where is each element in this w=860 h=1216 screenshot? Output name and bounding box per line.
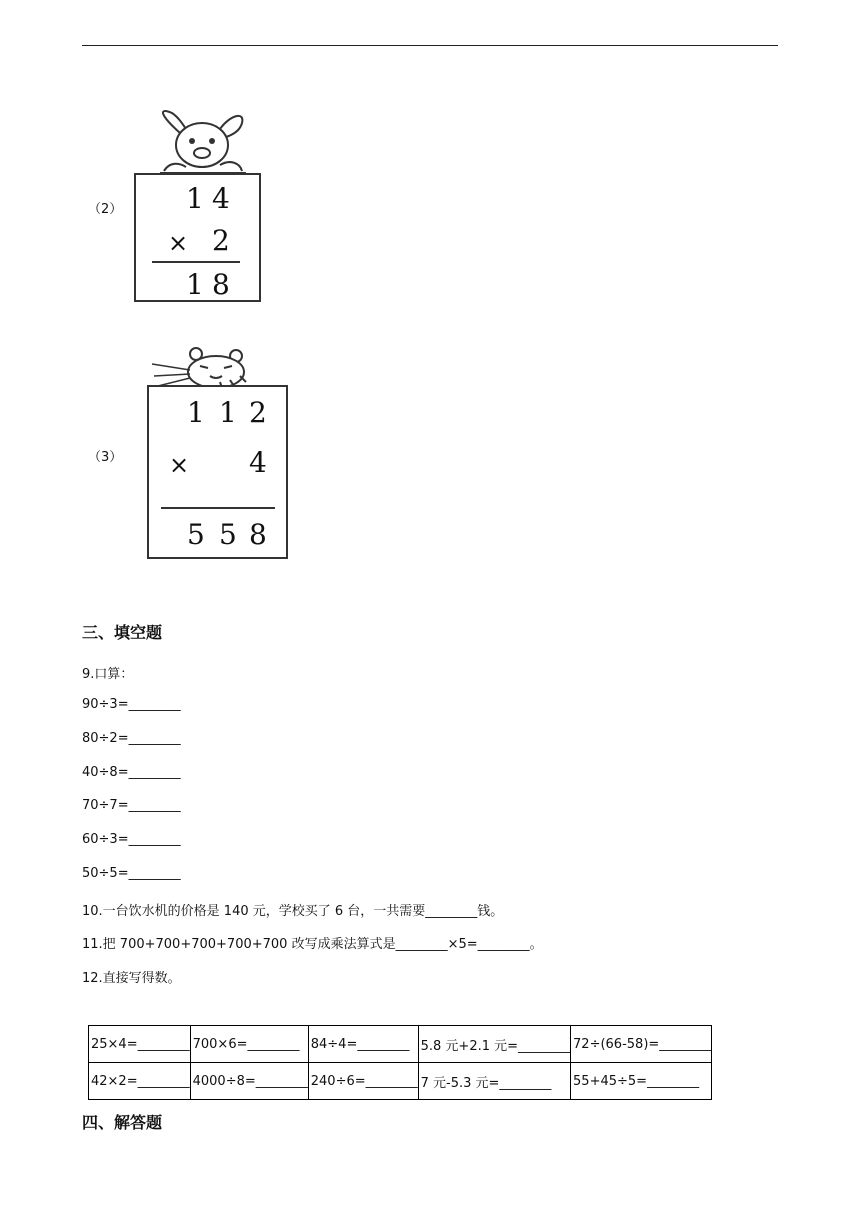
times-sign: × [169,451,190,479]
table-cell: 42×2=________ [89,1063,191,1100]
mental-math-item: 60÷3=________ [82,832,181,847]
table-cell: 55+45÷5=________ [571,1063,712,1100]
mental-math-item: 90÷3=________ [82,697,181,712]
times-sign: × [168,229,189,257]
mental-math-item: 50÷5=________ [82,866,181,881]
table-cell: 72÷(66-58)=________ [571,1026,712,1063]
section-title-solve: 四、解答题 [82,1113,163,1132]
table-row [89,1026,712,1063]
calc-box-3 [147,385,288,559]
digit: 4 [212,182,230,215]
digit: 5 [219,518,237,551]
table-cell: 700×6=________ [190,1026,308,1063]
result-line [161,507,275,509]
table-cell: 5.8 元+2.1 元=________ [418,1026,570,1063]
digit: 1 [186,268,204,301]
question-3-label: （3） [88,450,123,465]
question-9-title: 9.口算： [82,667,134,682]
table-cell: 240÷6=________ [308,1063,418,1100]
digit: 1 [187,396,205,429]
mental-math-item: 80÷2=________ [82,731,181,746]
digit: 1 [219,396,237,429]
result-line [152,261,240,263]
question-2-label: （2） [88,202,123,217]
table-cell: 25×4=________ [89,1026,191,1063]
calc-box-2 [134,173,261,302]
header-rule [82,45,778,46]
mental-math-item: 40÷8=________ [82,765,181,780]
pig-illustration [150,105,250,177]
digit: 8 [249,518,267,551]
digit: 2 [212,224,230,257]
question-11: 11.把 700+700+700+700+700 改写成乘法算式是________×5=________。 [82,937,543,952]
table-cell: 7 元-5.3 元=________ [418,1063,570,1100]
table-cell: 4000÷8=________ [190,1063,308,1100]
mental-math-item: 70÷7=________ [82,798,181,813]
section-title-fill-blank: 三、填空题 [82,623,163,642]
digit: 1 [186,182,204,215]
digit: 4 [249,446,267,479]
question-10: 10.一台饮水机的价格是 140 元，学校买了 6 台，一共需要________钱。 [82,904,504,919]
digit: 8 [212,268,230,301]
digit: 5 [187,518,205,551]
question-12-title: 12.直接写得数。 [82,971,181,986]
table-cell: 84÷4=________ [308,1026,418,1063]
tiger-illustration [150,346,260,388]
table-row [89,1063,712,1100]
direct-answer-table [88,1025,712,1100]
digit: 2 [249,396,267,429]
